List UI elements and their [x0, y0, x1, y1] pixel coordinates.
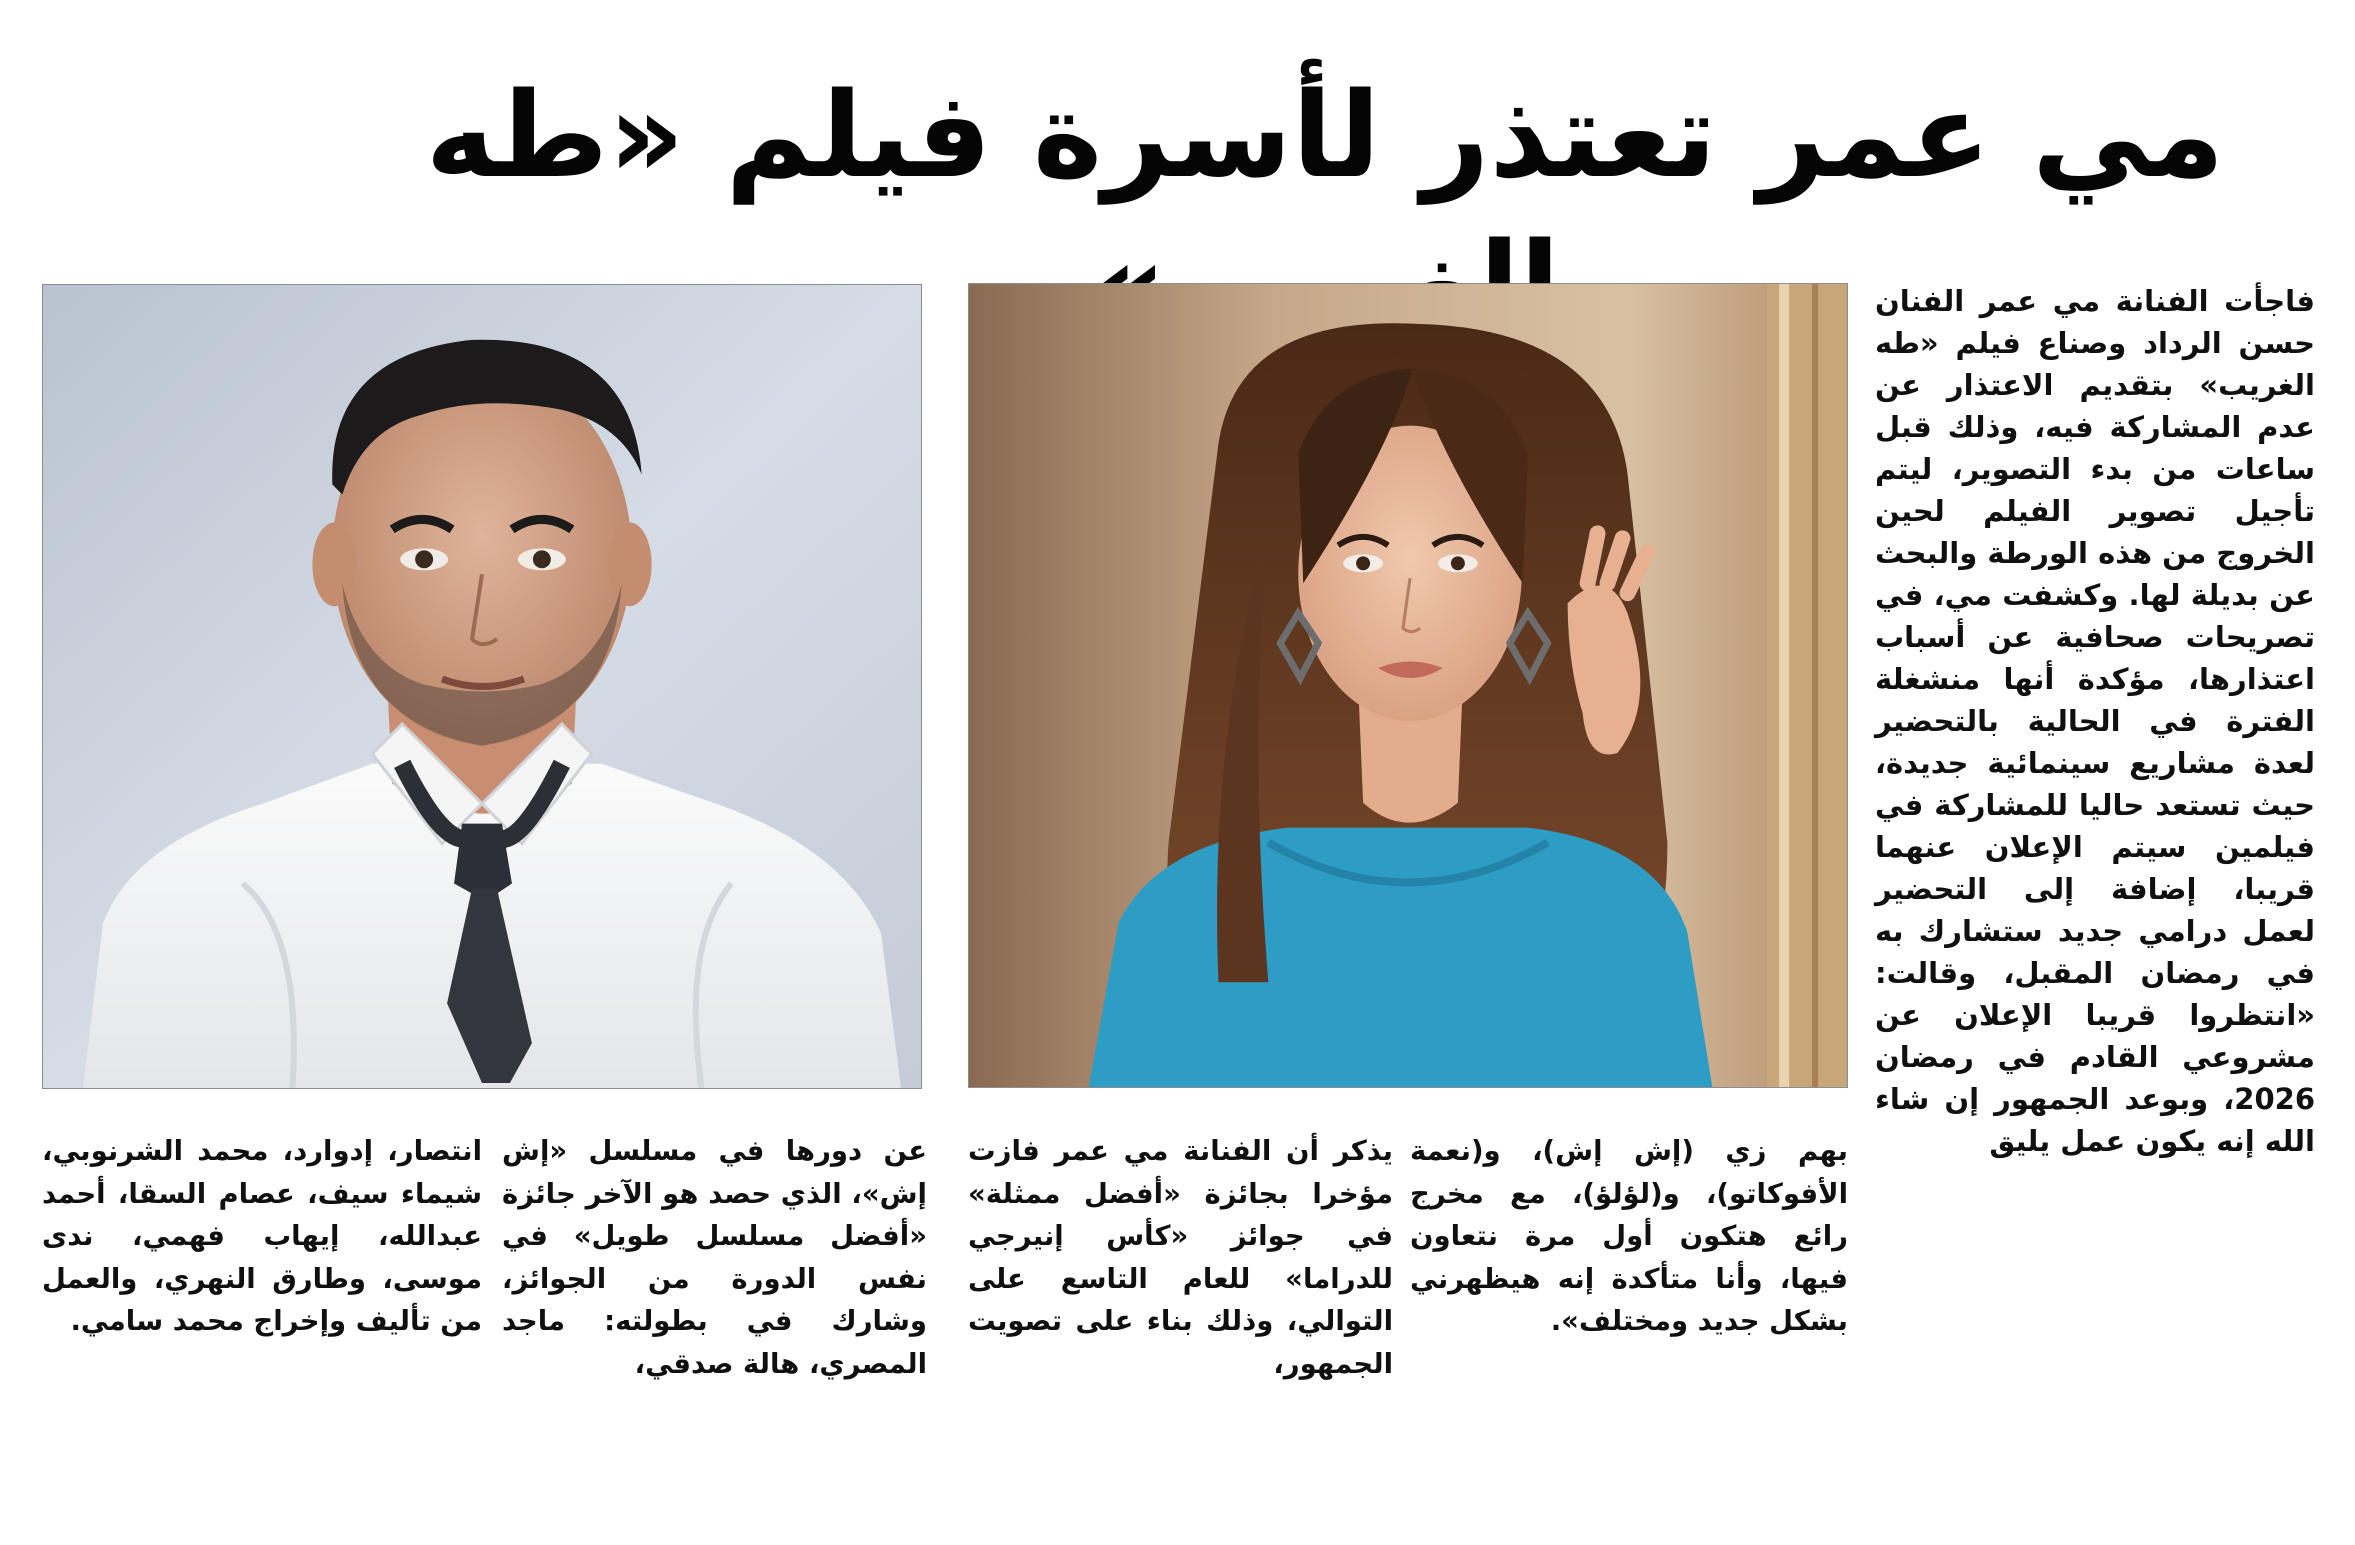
man-portrait-illustration: [43, 285, 921, 1088]
photo-hassan-el-raddad: [42, 284, 922, 1089]
headline: مي عمر تعتذر لأسرة فيلم «طه: [425, 66, 2225, 204]
article-column-bottom-4: انتصار، إدوارد، محمد الشرنوبي، شيماء سيف، عصام السقا، أحمد عبدالله، إيهاب فهمي، ندى موسى، وطارق النهري، والعمل من تأليف وإخراج محمد سامي.: [42, 1135, 482, 1337]
article-column-bottom-1: بهم زي (إش إش)، و(نعمة الأفوكاتو)، و(لؤلؤ)، مع مخرج رائع هتكون أول مرة نتعاون فيها، وأنا متأكدة إنه هيظهرني بشكل جديد ومختلف».: [1410, 1135, 1848, 1337]
article-column-right: فاجأت الفنانة مي عمر الفنان حسن الرداد وصناع فيلم «طه الغريب» بتقديم الاعتذار عن عدم المشاركة فيه، وذلك قبل ساعات من بدء التصوير، ليتم تأجيل تصوير الفيلم لحين الخروج من هذه الورطة والبحث عن بديلة لها. وكشفت مي، في تصريحات صحافية عن أسباب اعتذارها، مؤكدة أنها منشغلة الفترة في الحالية بالتحضير لعدة مشاريع سينمائية جديدة، حيث تستعد حاليا للمشاركة في فيلمين سيتم الإعلان عنهما قريبا، إضافة إلى التحضير لعمل درامي جديد ستشارك به في رمضان المقبل، وقالت: «انتظروا قريبا الإعلان عن مشروعي القادم في رمضان 2026، وبوعد الجمهور إن شاء الله إنه يكون عمل يليق: [1874, 284, 2315, 1158]
woman-portrait-illustration: [969, 284, 1847, 1087]
article-column-bottom-3: عن دورها في مسلسل «إش إش»، الذي حصد هو الآخر جائزة «أفضل مسلسل طويل» في نفس الدورة من الجوائز، وشارك في بطولته: ماجد المصري، هالة صدقي،: [502, 1135, 927, 1380]
article-column-bottom-2: يذكر أن الفنانة مي عمر فازت مؤخرا بجائزة «أفضل ممثلة» في جوائز «كأس إنيرجي للدراما» للعام التاسع على التوالي، وذلك بناء على تصويت الجمهور،: [968, 1135, 1393, 1380]
photo-mai-omar: [968, 283, 1848, 1088]
